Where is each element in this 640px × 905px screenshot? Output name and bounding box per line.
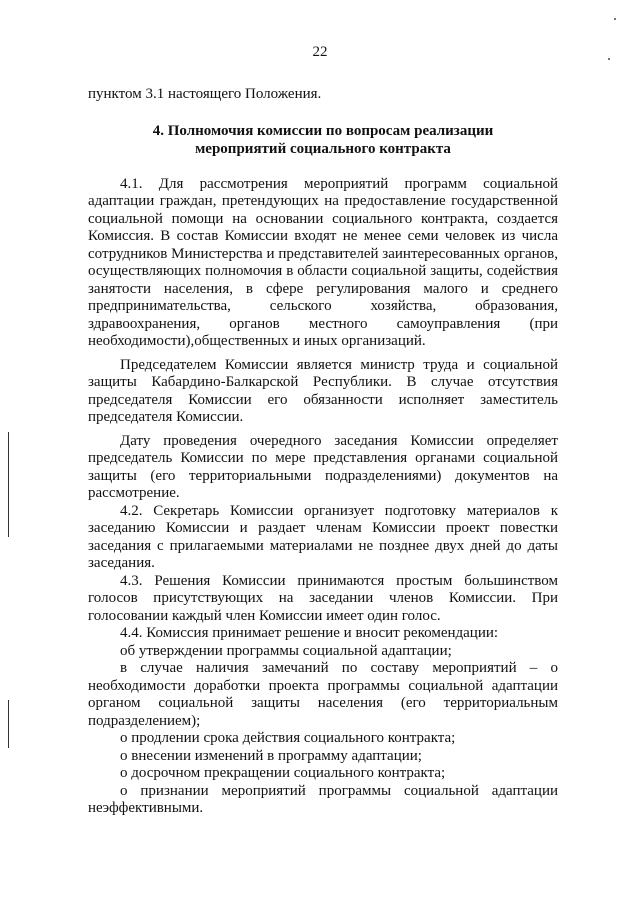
list-item-changes: о внесении изменений в программу адаптации; (120, 747, 422, 764)
paragraph-4-2: 4.2. Секретарь Комиссии организует подготовку материалов к заседанию Комиссии и раздает членам Комиссии проект повестки заседания с прилагаемыми материалами не позднее двух дней до даты заседания. (88, 502, 558, 571)
document-body (88, 86, 558, 818)
section-heading (88, 122, 558, 158)
section-heading-line-1: 4. Полномочия комиссии по вопросам реализации (152, 122, 494, 139)
paragraph-meeting-date: Дату проведения очередного заседания Комиссии определяет председатель Комиссии по мере представления органами социальной защиты (его территориальными подразделениями) документов на рассмотрение. (88, 432, 558, 501)
list-item-approval: об утверждении программы социальной адаптации; (120, 642, 452, 659)
list-item-ineffective: о признании мероприятий программы социальной адаптации неэффективными. (88, 782, 558, 816)
scan-margin-mark (8, 700, 9, 748)
page-number: 22 (312, 44, 328, 60)
list-item-termination: о досрочном прекращении социального контракта; (120, 765, 446, 781)
scan-dot (614, 18, 616, 20)
list-item-extension: о продлении срока действия социального контракта; (120, 730, 456, 746)
intro-line: пунктом 3.1 настоящего Положения. (88, 86, 322, 102)
paragraph-4-1: 4.1. Для рассмотрения мероприятий программ социальной адаптации граждан, претендующих на предоставление государственной социальной помощи на основании социального контракта, создается Комиссия. В состав Комиссии входят не менее семи человек из числа сотрудников Министерства и представителей заинтересованных органов, осуществляющих полномочия в области социальной защиты, содействия занятости населения, в сфере регулирования малого и среднего предпринимательства, сельского хозяйства, образования, здравоохранения, органов местного самоуправления (при необходимости),общественных и иных организаций. (88, 175, 558, 349)
paragraph-4-3: 4.3. Решения Комиссии принимаются простым большинством голосов присутствующих на заседании членов Комиссии. При голосовании каждый член Комиссии имеет один голос. (88, 572, 558, 624)
paragraph-chairman: Председателем Комиссии является министр труда и социальной защиты Кабардино-Балкарской Республики. В случае отсутствия председателя Комиссии его обязанности исполняет заместитель председателя Комиссии. (88, 356, 558, 425)
list-item-remarks: в случае наличия замечаний по составу мероприятий – о необходимости доработки проекта программы социальной адаптации органом социальной защиты населения (его территориальным подразделением); (88, 660, 558, 729)
paragraph-4-4: 4.4. Комиссия принимает решение и вносит рекомендации: (120, 625, 499, 641)
scan-margin-mark (8, 432, 9, 537)
scan-dot (608, 58, 610, 60)
section-heading-line-2: мероприятий социального контракта (195, 140, 451, 157)
